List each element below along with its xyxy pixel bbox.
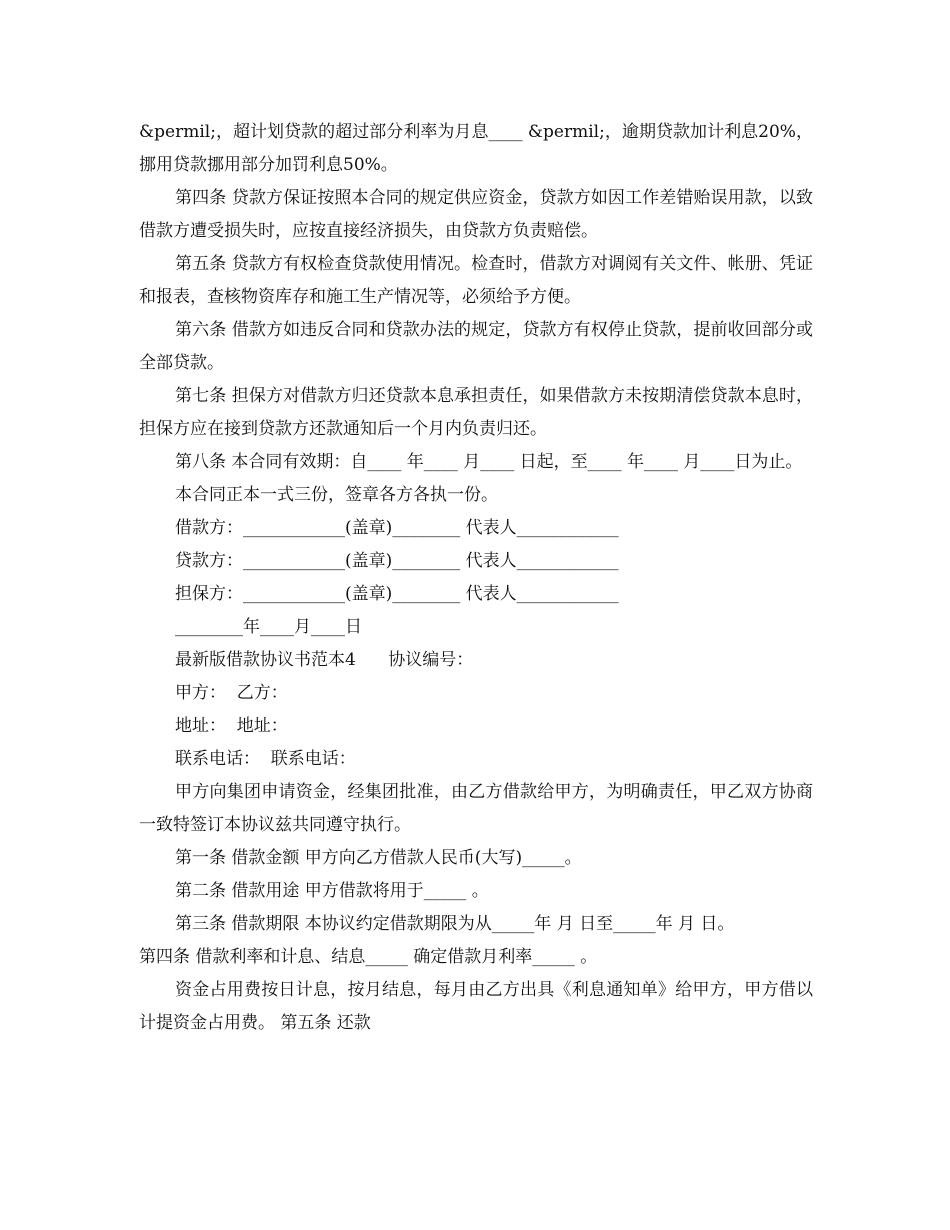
guarantor-signature-line: 担保方：____________(盖章)________ 代表人____________ (175, 584, 619, 604)
address-line: 地址： 地址： (175, 716, 288, 736)
date-line: ________年____月____日 (175, 617, 362, 637)
lender-signature-line: 贷款方：____________(盖章)________ 代表人____________ (175, 551, 619, 571)
clause-loan-term: 第三条 借款期限 本协议约定借款期限为从_____年 月 日至_____年 月 日。 (175, 914, 735, 934)
borrower-signature-line: 借款方：____________(盖章)________ 代表人____________ (175, 518, 619, 538)
paragraph-fee-settlement: 资金占用费按日计息，按月结息，每月由乙方出具《利息通知单》给甲方，甲方借以计提资金占用费。 第五条 还款 (139, 980, 813, 1033)
clause-loan-amount: 第一条 借款金额 甲方向乙方借款人民币(大写)_____。 (175, 848, 582, 868)
paragraph-article-6: 第六条 借款方如违反合同和贷款办法的规定，贷款方有权停止贷款，提前收回部分或全部贷款。 (139, 320, 813, 373)
phone-line: 联系电话： 联系电话： (175, 749, 356, 769)
paragraph-interest-rates: &permil;，超计划贷款的超过部分利率为月息____ &permil;，逾期贷款加计利息20%，挪用贷款挪用部分加罚利息50%。 (139, 122, 813, 175)
paragraph-article-5: 第五条 贷款方有权检查贷款使用情况。检查时，借款方对调阅有关文件、帐册、凭证和报表，查核物资库存和施工生产情况等，必须给予方便。 (139, 254, 813, 307)
parties-line: 甲方： 乙方： (175, 683, 288, 703)
paragraph-article-8: 第八条 本合同有效期：自____ 年____ 月____ 日起，至____ 年____ 月____日为止。 (175, 452, 803, 472)
clause-interest-rate: 第四条 借款利率和计息、结息_____ 确定借款月利率_____ 。 (139, 947, 598, 967)
copies-statement: 本合同正本一式三份，签章各方各执一份。 (175, 485, 498, 505)
clause-loan-purpose: 第二条 借款用途 甲方借款将用于_____ 。 (175, 881, 489, 901)
paragraph-article-7: 第七条 担保方对借款方归还贷款本息承担责任，如果借款方未按期清偿贷款本息时，担保方应在接到贷款方还款通知后一个月内负责归还。 (139, 386, 813, 439)
agreement-title-line: 最新版借款协议书范本4 协议编号： (175, 650, 474, 670)
document-body (139, 116, 813, 1040)
paragraph-article-4: 第四条 贷款方保证按照本合同的规定供应资金，贷款方如因工作差错贻误用款，以致借款方遭受损失时，应按直接经济损失，由贷款方负责赔偿。 (139, 188, 813, 241)
paragraph-preamble: 甲方向集团申请资金，经集团批准，由乙方借款给甲方，为明确责任，甲乙双方协商一致特签订本协议兹共同遵守执行。 (139, 782, 813, 835)
